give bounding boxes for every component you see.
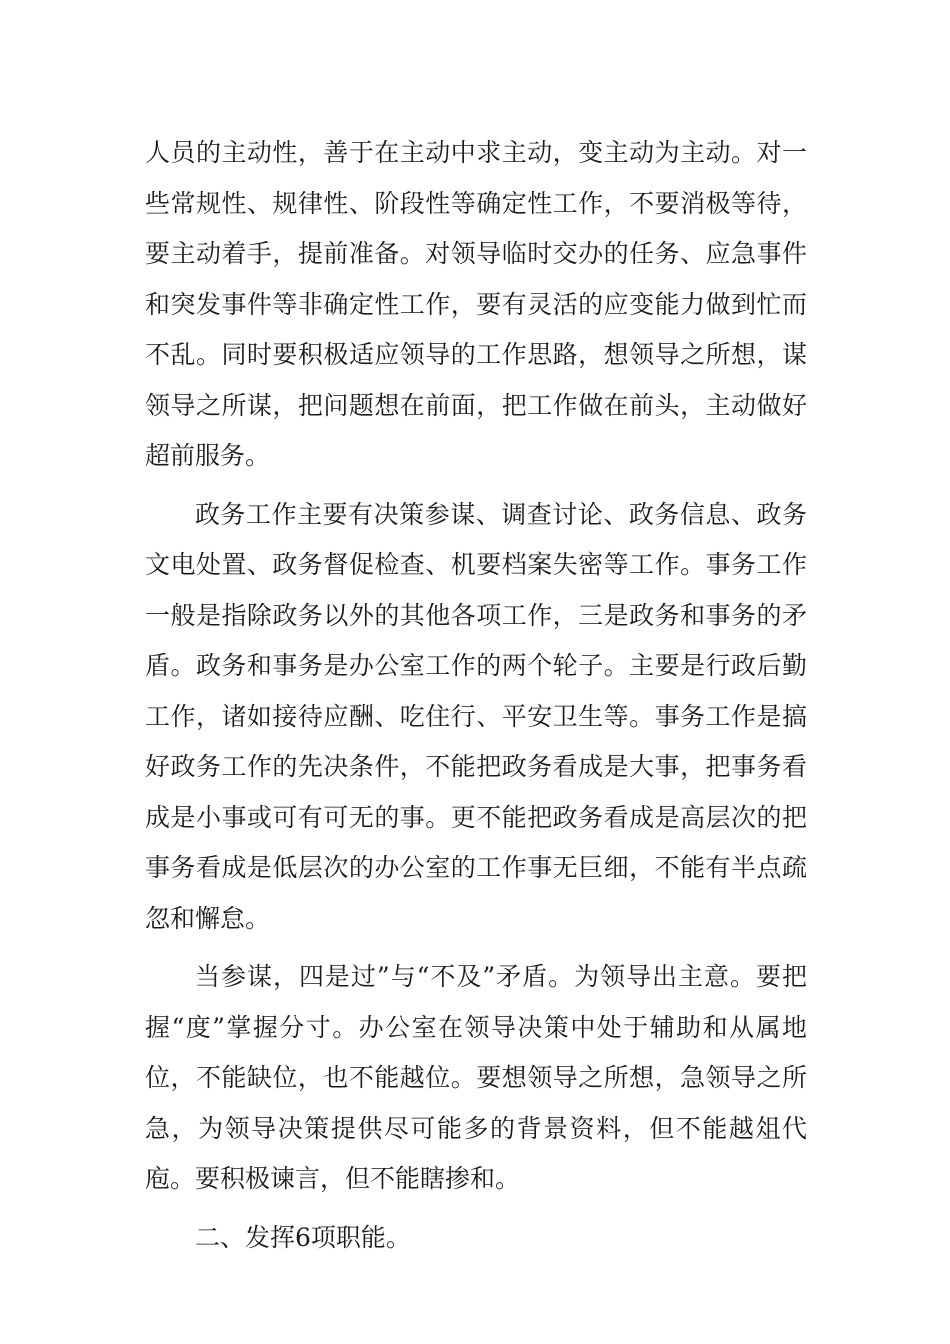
paragraph-4-heading: 二、发挥6项职能。 — [195, 1222, 411, 1252]
paragraph-3: 当参谋，四是过”与“不及”矛盾。为领导出主意。要把握“度”掌握分寸。办公室在领导决策中处于辅助和从属地位，不能缺位，也不能越位。要想领导之所想，急领导之所急，为领导决策提供尽可能多的背景资料，但不能越俎代庖。要积极谏言，但不能瞎掺和。 — [145, 962, 807, 1193]
document-body — [145, 128, 807, 1263]
paragraph-2: 政务工作主要有决策参谋、调查讨论、政务信息、政务文电处置、政务督促检查、机要档案失密等工作。事务工作一般是指除政务以外的其他各项工作，三是政务和事务的矛盾。政务和事务是办公室工作的两个轮子。主要是行政后勤工作，诸如接待应酬、吃住行、平安卫生等。事务工作是搞好政务工作的先决条件，不能把政务看成是大事，把事务看成是小事或可有可无的事。更不能把政务看成是高层次的把事务看成是低层次的办公室的工作事无巨细，不能有半点疏忽和懈怠。 — [145, 499, 807, 933]
paragraph-1: 人员的主动性，善于在主动中求主动，变主动为主动。对一些常规性、规律性、阶段性等确定性工作，不要消极等待，要主动着手，提前准备。对领导临时交办的任务、应急事件和突发事件等非确定性工作，要有灵活的应变能力做到忙而不乱。同时要积极适应领导的工作思路，想领导之所想，谋领导之所谋，把问题想在前面，把工作做在前头，主动做好超前服务。 — [145, 138, 807, 470]
